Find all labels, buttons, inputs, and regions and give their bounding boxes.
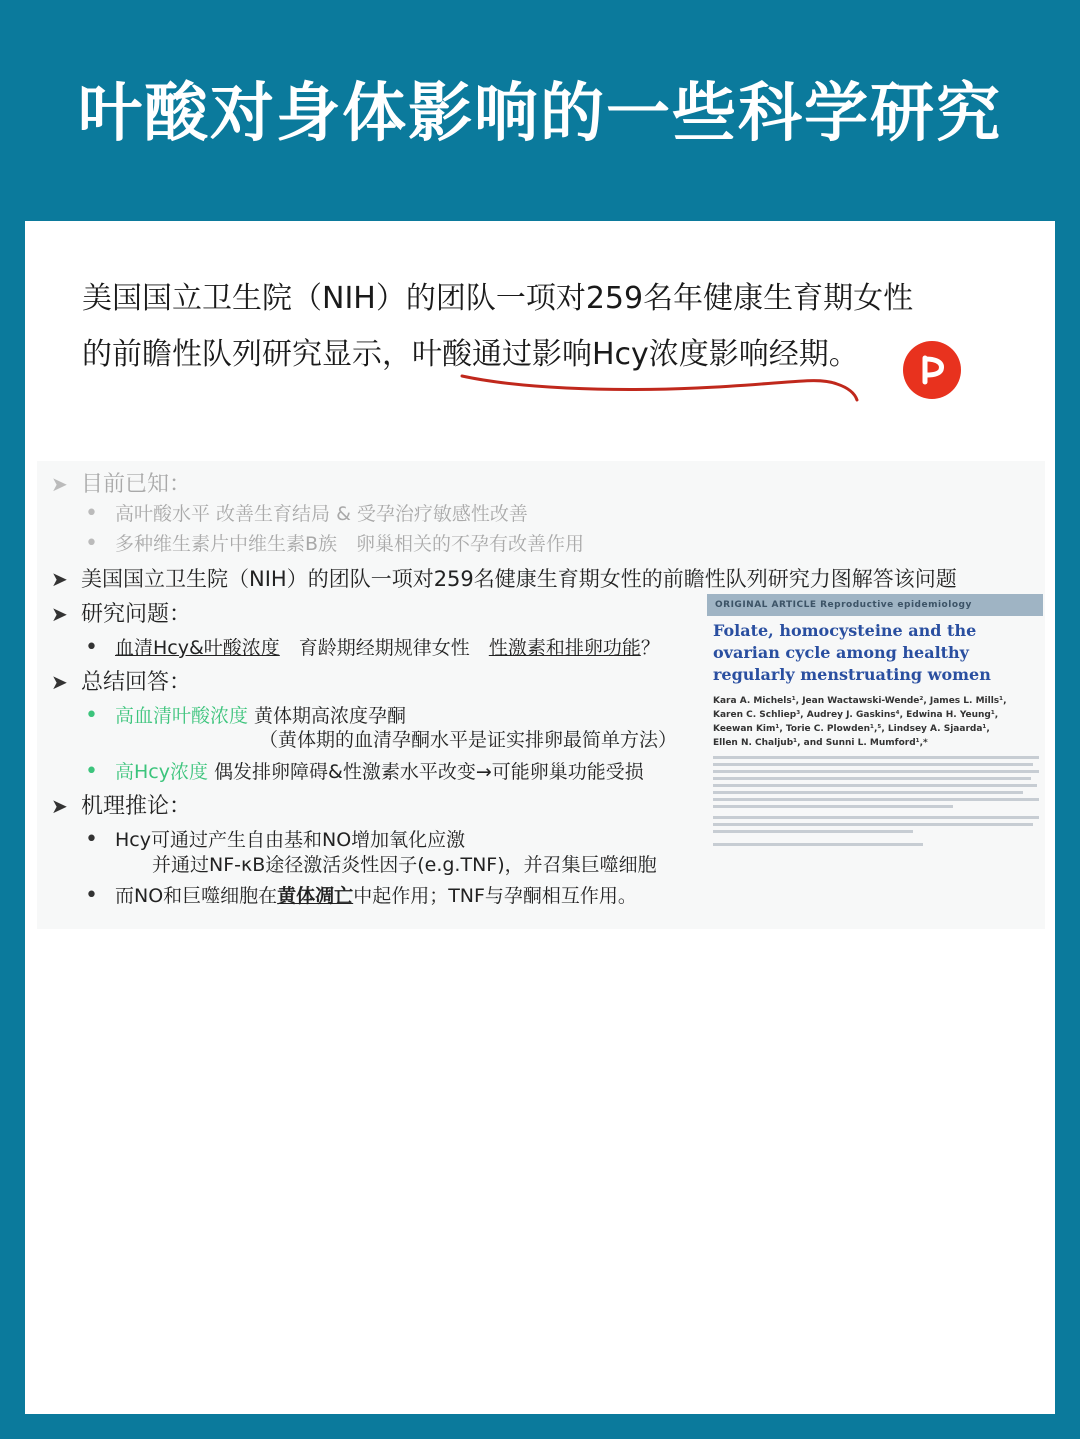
known-item-1-text: 高叶酸水平 改善生育结局 & 受孕治疗敏感性改善 [115, 503, 528, 525]
mechanism-heading [51, 789, 191, 820]
arrow-icon: ➤ [51, 472, 68, 496]
bullet-icon: • [85, 635, 98, 660]
paper-authors: Kara A. Michels¹, Jean Wactawski-Wende², James L. Mills¹, Karen C. Schliep³, Audrey J. Gaskins⁴, Edwina H. Yeung¹, Keewan Kim¹, Torie C. Plowden¹,⁵, Lindsey A. Sjaarda¹, Ellen N. Chaljub¹, and Sunni L. Mumford¹,* [713, 696, 1007, 748]
question-part-4: ？ [640, 637, 660, 659]
question-heading [51, 597, 191, 628]
research-slide [37, 461, 1045, 929]
answer-heading [51, 665, 191, 696]
question-part-1: 血清Hcy&叶酸浓度 [115, 637, 280, 659]
nih-line [51, 563, 957, 593]
play-icon[interactable] [903, 341, 961, 399]
question-part-3: 性激素和排卵功能 [488, 637, 641, 659]
answer-item-2-highlight: 高Hcy浓度 [115, 761, 208, 783]
content-card [25, 221, 1055, 1414]
known-heading-text: 目前已知： [81, 472, 192, 497]
mechanism-heading-text: 机理推论： [81, 794, 192, 819]
intro-highlight: 叶酸通过影响Hcy浓度影响经期。 [412, 337, 859, 372]
page-title: 叶酸对身体影响的一些科学研究 [78, 77, 1002, 151]
known-item-1 [85, 499, 528, 526]
paper-fineprint [713, 756, 1039, 846]
question-part-2: 育龄期经期规律女性 [279, 637, 489, 659]
known-heading [51, 467, 191, 498]
mechanism-item-2-bold: 黄体凋亡 [277, 885, 354, 907]
known-item-2 [85, 529, 584, 556]
mechanism-item-2-prefix: 而NO和巨噬细胞在 [115, 885, 278, 907]
intro-line-2-prefix: 的前瞻性队列研究显示， [82, 337, 412, 372]
arrow-icon: ➤ [51, 794, 68, 818]
arrow-icon: ➤ [51, 602, 68, 626]
mechanism-item-2-suffix: 中起作用；TNF与孕酮相互作用。 [353, 885, 637, 907]
answer-item-2 [85, 757, 644, 784]
bullet-icon: • [85, 501, 98, 526]
intro-line-1: 美国国立卫生院（NIH）的团队一项对259名年健康生育期女性 [82, 281, 914, 316]
nih-line-text: 美国国立卫生院（NIH）的团队一项对259名健康生育期女性的前瞻性队列研究力图解答该问题 [81, 567, 957, 591]
arrow-icon: ➤ [51, 670, 68, 694]
paper-title: Folate, homocysteine and the ovarian cycle among healthy regularly menstruating women [713, 621, 991, 684]
paper-header-bar: ORIGINAL ARTICLE Reproductive epidemiology [707, 594, 1043, 616]
question-heading-text: 研究问题： [81, 602, 192, 627]
answer-item-2-text: 偶发排卵障碍&性激素水平改变→可能卵巢功能受损 [207, 761, 644, 783]
mechanism-item-1-line-1: Hcy可通过产生自由基和NO增加氧化应激 [115, 829, 466, 851]
question-item [85, 633, 660, 660]
bullet-icon: • [85, 827, 98, 852]
mechanism-item-2 [85, 881, 637, 908]
answer-item-1-text: 黄体期高浓度孕酮 [248, 705, 407, 727]
answer-item-1-sub: （黄体期的血清孕酮水平是证实排卵最简单方法） [259, 729, 678, 751]
bullet-icon: • [85, 883, 98, 908]
answer-item-1-highlight: 高血清叶酸浓度 [115, 705, 249, 727]
answer-item-1 [85, 701, 406, 728]
answer-heading-text: 总结回答： [81, 670, 192, 695]
bullet-icon: • [85, 531, 98, 556]
arrow-icon: ➤ [51, 567, 68, 591]
mechanism-item-1-line-2: 并通过NF-κB途径激活炎性因子(e.g.TNF)，并召集巨噬细胞 [152, 854, 657, 876]
mechanism-item-1 [85, 825, 465, 852]
bullet-icon: • [85, 703, 98, 728]
paper-thumbnail [707, 594, 1043, 864]
bullet-icon: • [85, 759, 98, 784]
handdrawn-underline [457, 366, 867, 406]
known-item-2-text: 多种维生素片中维生素B族 卵巢相关的不孕有改善作用 [115, 533, 585, 555]
